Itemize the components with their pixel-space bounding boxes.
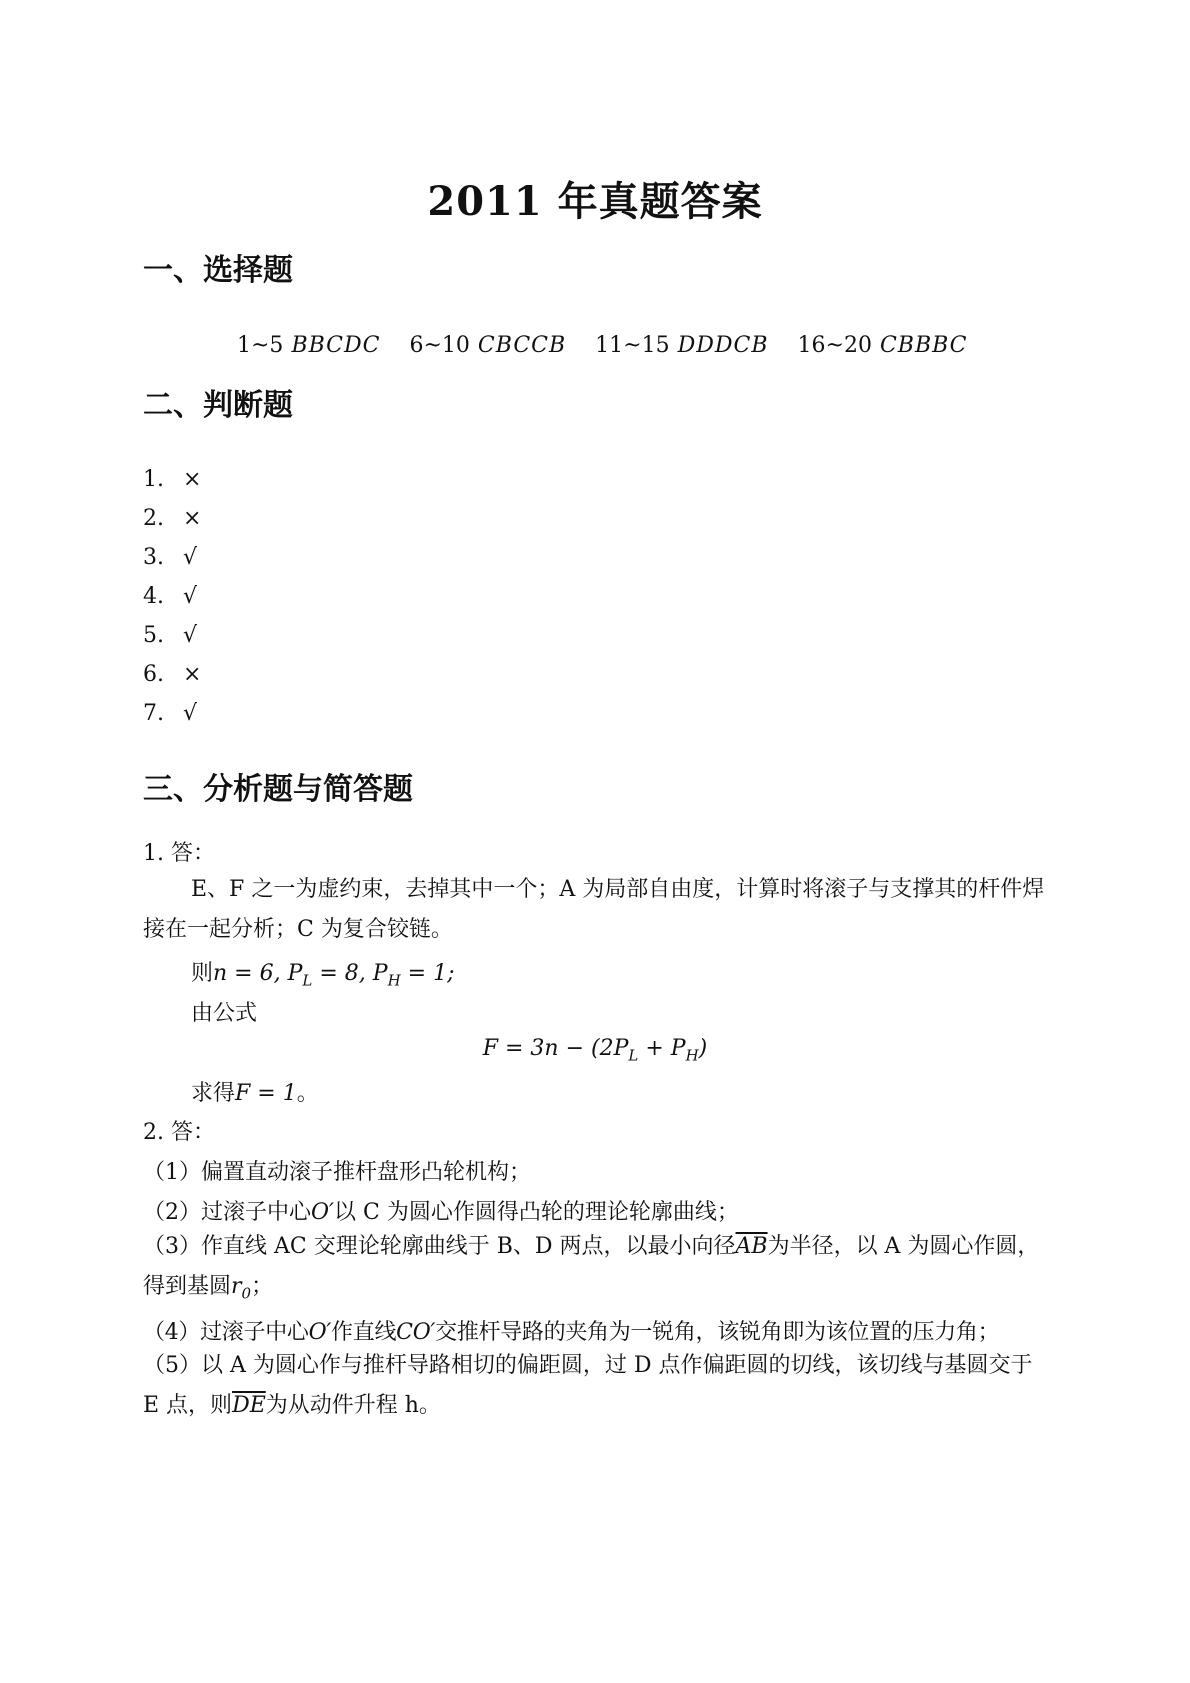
math-sub: L	[628, 1046, 639, 1065]
judge-mark: ×	[183, 467, 202, 492]
math: )	[698, 1036, 708, 1061]
choice-range: 1~5	[237, 333, 284, 358]
math-overline: $\overline{AB}$	[735, 1234, 768, 1259]
q2-step-1: （1）偏置直动滚子推杆盘形凸轮机构；	[143, 1160, 531, 1185]
choice-group	[237, 333, 402, 358]
text: （3）作直线 AC 交理论轮廓曲线于 B、D 两点，以最小向径	[143, 1234, 736, 1259]
q2-step-5	[143, 1346, 1053, 1426]
text: 。	[296, 1081, 319, 1106]
judge-item	[143, 506, 201, 531]
text: （4）过滚子中心	[143, 1320, 309, 1345]
math: O′	[308, 1320, 332, 1345]
text: 求得	[191, 1081, 236, 1106]
math-sub: L	[302, 971, 313, 990]
judge-item	[143, 623, 197, 648]
judge-item	[143, 701, 197, 726]
q1-formula	[0, 1036, 1190, 1064]
choice-group	[798, 333, 990, 358]
choice-group	[409, 333, 588, 358]
q2-step-2	[143, 1195, 739, 1226]
choice-letters: BBCDC	[291, 333, 381, 358]
judge-item	[143, 662, 201, 687]
text: ；	[251, 1274, 274, 1299]
judge-mark: √	[183, 545, 198, 570]
text: 为半径，以 A 为圆心作圆，得到基圆	[143, 1234, 1040, 1299]
math-sub: H	[685, 1046, 699, 1065]
q2-step-3	[143, 1227, 1053, 1313]
text: 为从动件升程 h。	[265, 1393, 441, 1418]
judge-mark: √	[183, 701, 198, 726]
choice-range: 6~10	[409, 333, 470, 358]
page-title: 2011 年真题答案	[427, 178, 763, 225]
judge-mark: √	[183, 584, 198, 609]
math: F = 3n − (2P	[482, 1036, 629, 1061]
judge-num: 5.	[143, 623, 164, 648]
q1-paragraph: E、F 之一为虚约束，去掉其中一个；A 为局部自由度，计算时将滚子与支撑其的杆件焊接在一起分析；C 为复合铰链。	[143, 877, 1045, 942]
choice-range: 16~20	[797, 333, 872, 358]
choice-letters: CBCCB	[477, 333, 567, 358]
judge-mark: ×	[183, 506, 202, 531]
section-heading-analysis: 三、分析题与简答题	[143, 772, 413, 807]
judge-mark: ×	[183, 662, 202, 687]
math: = 1;	[400, 961, 455, 986]
math-overline: $\overline{DE}$	[232, 1393, 266, 1418]
q1-given-values	[191, 956, 455, 989]
choice-range: 11~15	[595, 333, 670, 358]
math: O′	[311, 1200, 335, 1225]
q1-result	[191, 1076, 319, 1107]
section-heading-judge: 二、判断题	[143, 388, 293, 423]
section-heading-choice: 一、选择题	[143, 253, 293, 288]
judge-num: 3.	[143, 545, 164, 570]
q2-step-4	[143, 1315, 999, 1346]
judge-num: 1.	[143, 467, 164, 492]
judge-item	[143, 467, 201, 492]
judge-num: 4.	[143, 584, 164, 609]
text: （5）以 A 为圆心作与推杆导路相切的偏距圆，过 D 点作偏距圆的切线，该切线与基圆交于 E 点，则	[143, 1353, 1033, 1418]
choice-answers	[237, 333, 990, 358]
text: （2）过滚子中心	[143, 1200, 311, 1225]
text: 以 C 为圆心作圆得凸轮的理论轮廓曲线；	[334, 1200, 739, 1225]
math: = 8, P	[312, 961, 388, 986]
judge-item	[143, 545, 197, 570]
judge-num: 7.	[143, 701, 164, 726]
text: 交推杆导路的夹角为一锐角，该锐角即为该位置的压力角；	[435, 1320, 1000, 1345]
q1-label: 1. 答：	[143, 841, 215, 866]
choice-group	[595, 333, 790, 358]
judge-item	[143, 584, 197, 609]
text: 则	[191, 961, 214, 986]
math-sub: 0	[241, 1284, 252, 1303]
text: 作直线	[331, 1320, 397, 1345]
math: + P	[638, 1036, 686, 1061]
judge-mark: √	[183, 623, 198, 648]
math: n = 6, P	[213, 961, 303, 986]
judge-num: 6.	[143, 662, 164, 687]
math: r	[231, 1274, 242, 1299]
q2-label: 2. 答：	[143, 1120, 215, 1145]
math: F = 1	[235, 1081, 297, 1106]
math-sub: H	[387, 971, 401, 990]
choice-letters: CBBBC	[879, 333, 968, 358]
math: CO′	[396, 1320, 436, 1345]
choice-letters: DDDCB	[677, 333, 769, 358]
judge-num: 2.	[143, 506, 164, 531]
q1-formula-label: 由公式	[191, 1001, 258, 1026]
